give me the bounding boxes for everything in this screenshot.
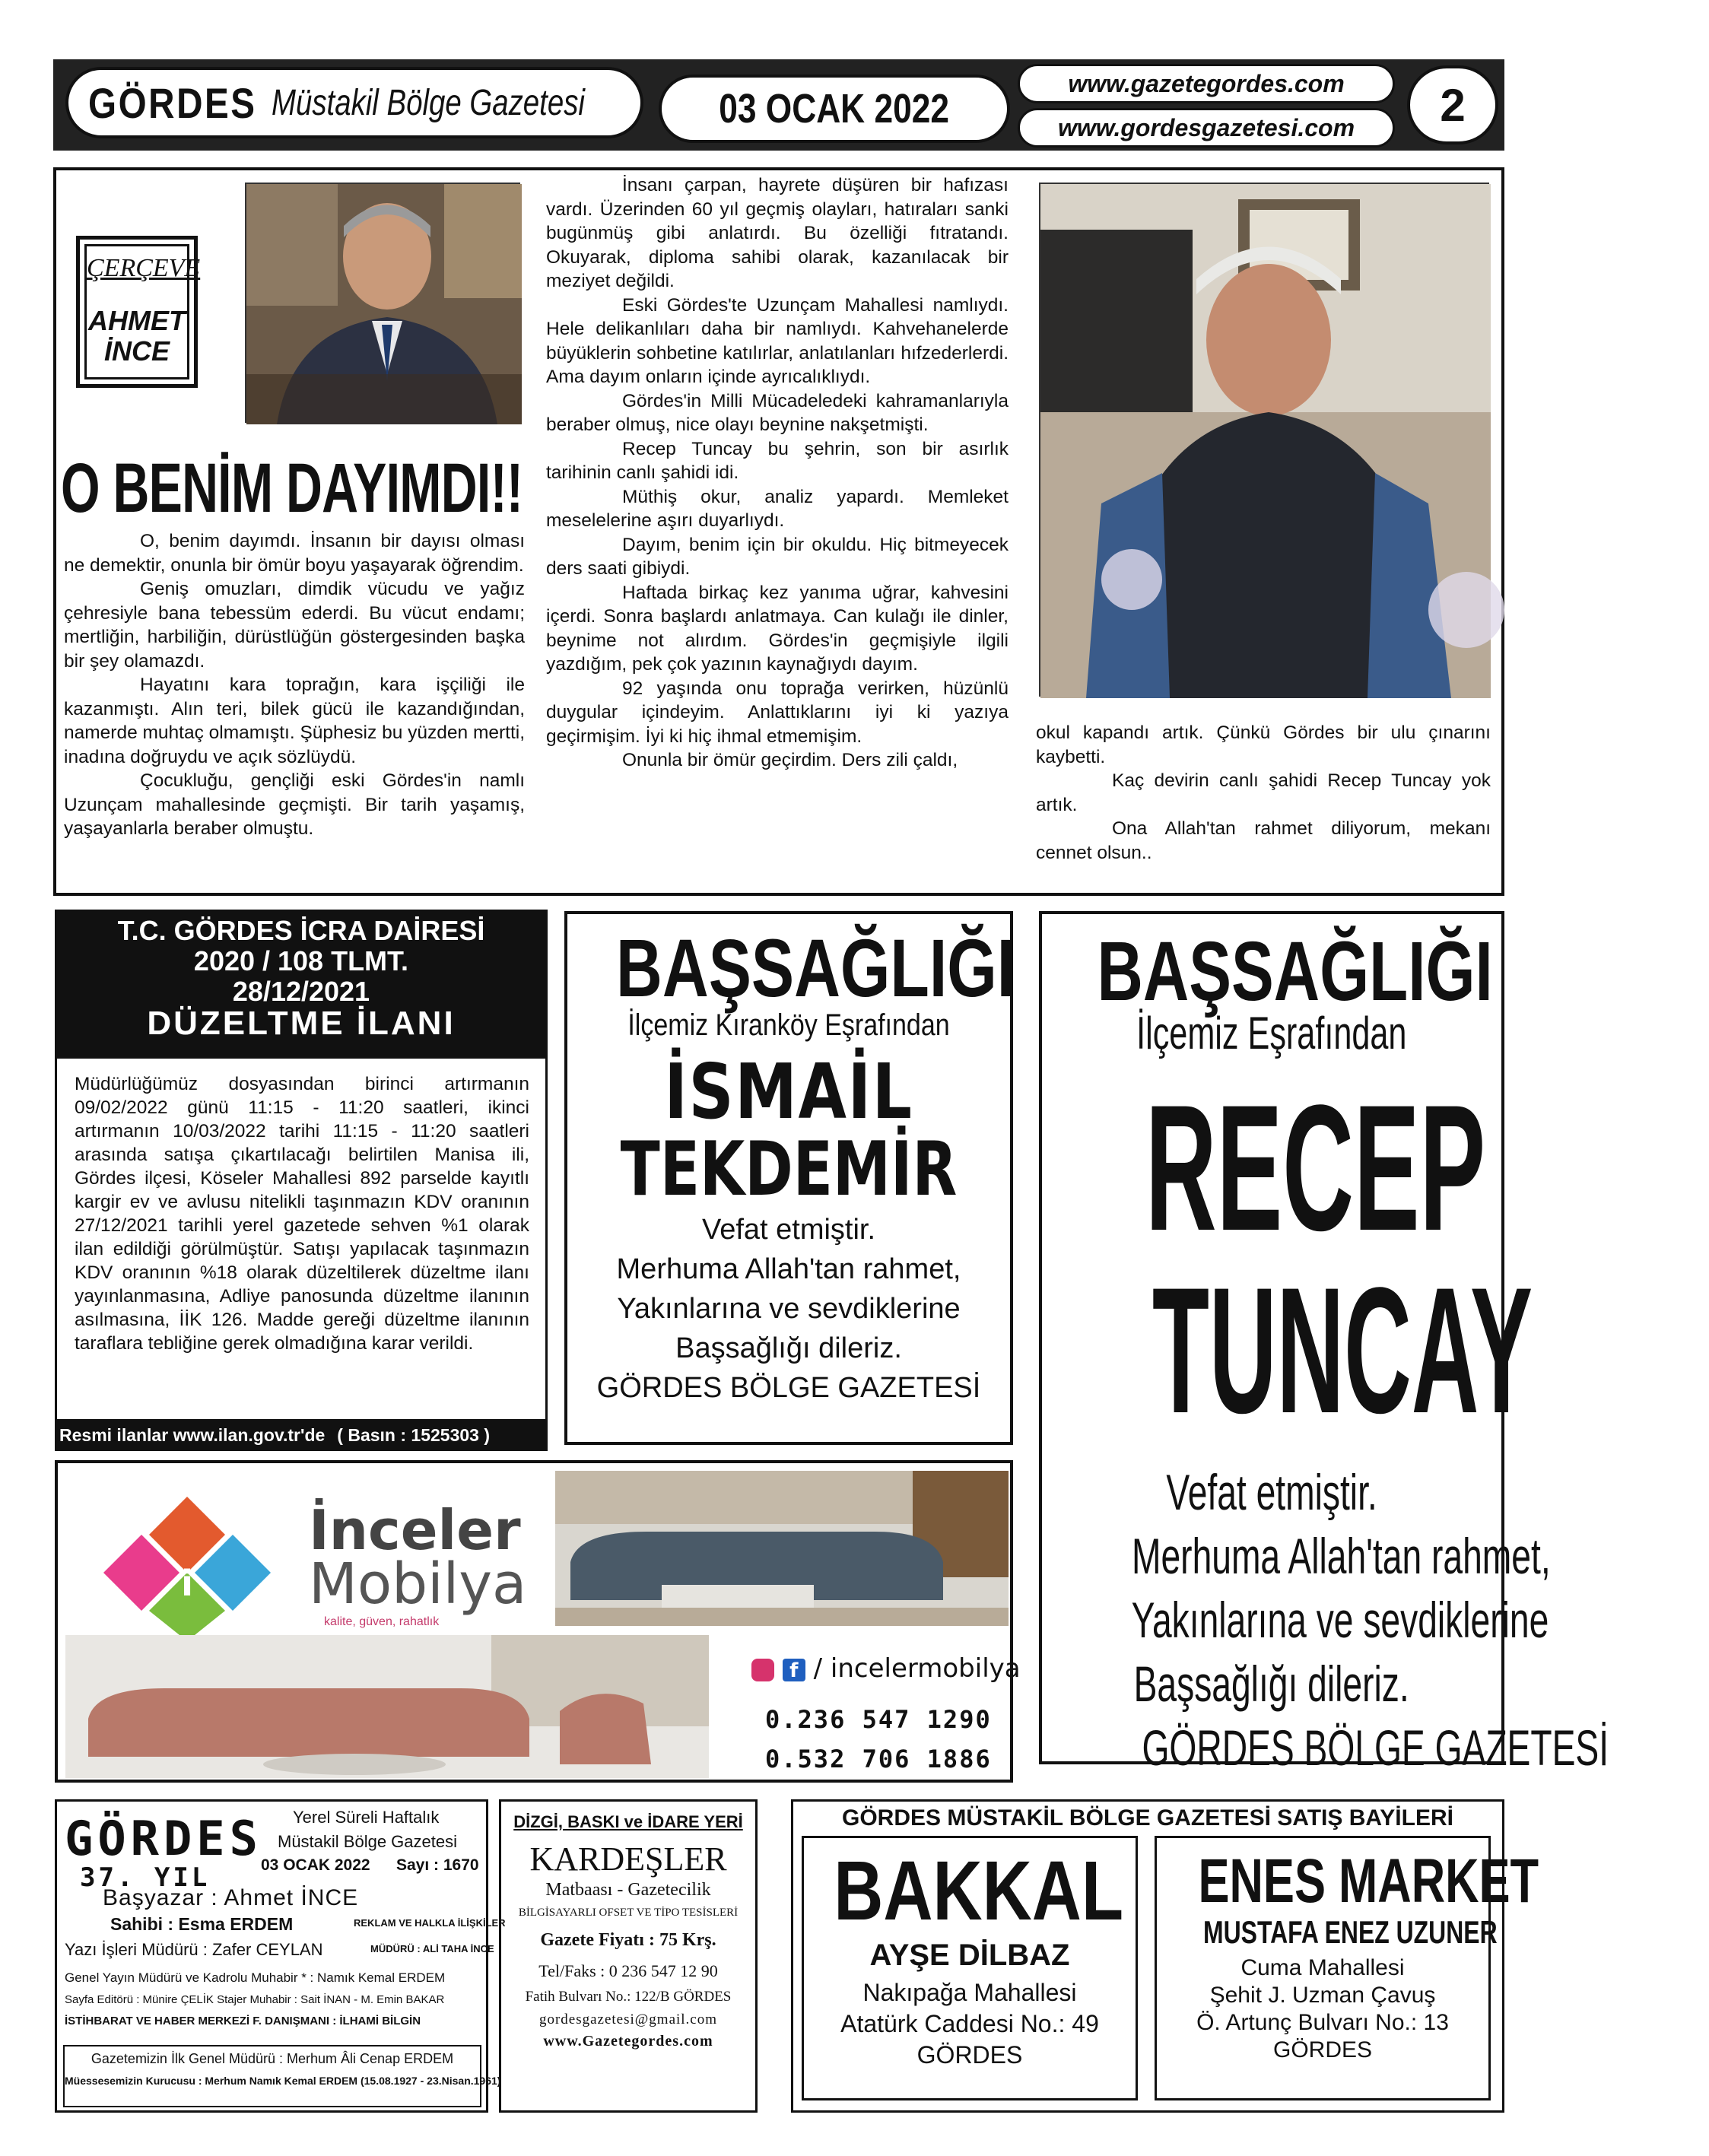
condolence-line: Merhuma Allah'tan rahmet, [616, 1253, 961, 1285]
paragraph: Haftada birkaç kez yanıma uğrar, kahvesini içerdi. Sonra başlardı anlatmaya. Can kulağı ile dinler, beynime not alırdım. Gördes'in geçmişiyle ilgili yazdığım, pek çok yazının kaynağıydı dayım. [546, 582, 1009, 675]
condolence-signature: GÖRDES BÖLGE GAZETESİ [596, 1372, 981, 1404]
imprint-intel: İSTİHBARAT VE HABER MERKEZİ F. DANIŞMANI : İLHAMİ BİLGİN [65, 2015, 421, 2027]
printing-sub-2: BİLGİSAYARLI OFSET VE TİPO TESİSLERİ [518, 1907, 739, 1919]
masthead-date-box [659, 75, 1010, 143]
condolence-name-first: İSMAİL [664, 1047, 913, 1136]
article-column-3 [1036, 721, 1491, 888]
imprint-gym: Genel Yayın Müdürü ve Kadrolu Muhabir * : Namık Kemal ERDEM [65, 1970, 446, 1985]
masthead-web1-box [1018, 64, 1395, 103]
dealer-bakkal [802, 1836, 1138, 2100]
printing-house-box [499, 1799, 758, 2113]
legal-notice-office: T.C. GÖRDES İCRA DAİRESİ [117, 915, 485, 946]
imprint-owner: Sahibi : Esma ERDEM [110, 1914, 294, 1934]
paragraph: Ona Allah'tan rahmet diliyorum, mekanı cennet olsun.. [1036, 818, 1491, 863]
paragraph: O, benim dayımdı. İnsanın bir dayısı olması ne demektir, onunla bir ömür boyu yaşayarak öğrendim. [64, 531, 525, 576]
svg-text:i: i [181, 1563, 193, 1604]
page-number: 2 [1440, 79, 1466, 131]
paragraph: Çocukluğu, gençliği eski Gördes'in namlı Uzunçam mahallesinde geçmişti. Bir tarih yaşamış, yaşayanlarla beraber olmuştu. [64, 770, 525, 839]
imprint-chief: Başyazar : Ahmet İNCE [103, 1885, 359, 1910]
article-headline [61, 449, 532, 532]
condolence-signature: GÖRDES BÖLGE GAZETESİ [1142, 1719, 1609, 1776]
condolence-ad-tekdemir [564, 911, 1013, 1445]
dealer-address: Nakıpağa Mahallesi [862, 1979, 1077, 2006]
dealer-address: Atatürk Caddesi No.: 49 [840, 2010, 1099, 2037]
masthead-title-box [65, 67, 643, 138]
dealer-owner: MUSTAFA ENEZ UZUNER [1203, 1914, 1498, 1950]
condolence-line: Vefat etmiştir. [701, 1214, 876, 1246]
masthead-web2[interactable]: www.gordesgazetesi.com [1057, 113, 1355, 141]
paragraph: Hayatını kara toprağın, kara işçiliği ile kazanmıştı. Alın teri, bilek gücü ile kazandığından, namerde muhtaç olmamıştı. Şüphesiz bu yüzden mertti, inadına doğruydu ve açık sözlüydü. [64, 675, 525, 767]
author-photo [245, 183, 520, 423]
instagram-icon [751, 1659, 774, 1681]
dealer-address: Ö. Artunç Bulvarı No.: 13 [1196, 2010, 1449, 2035]
imprint-issue: Sayı : 1670 [396, 1856, 479, 1874]
legal-notice-title: DÜZELTME İLANI [147, 1005, 456, 1042]
condolence-intro: İlçemiz Eşrafından [1136, 1008, 1407, 1059]
dealer-owner: AYŞE DİLBAZ [869, 1938, 1070, 1972]
legal-notice-date: 28/12/2021 [232, 976, 370, 1007]
imprint-page-editor: Sayfa Editörü : Münire ÇELİK Stajer Muhabir : Sait İNAN - M. Emin BAKAR [65, 1993, 445, 2006]
legal-notice-file: 2020 / 108 TLMT. [193, 945, 409, 976]
condolence-line: Başsağlığı dileriz. [1133, 1656, 1410, 1712]
dealer-address: Cuma Mahallesi [1240, 1955, 1405, 1980]
deceased-photo [1039, 183, 1489, 697]
column-logo [76, 236, 201, 388]
dealer-name: ENES MARKET [1198, 1846, 1539, 1916]
condolence-line: Merhuma Allah'tan rahmet, [1131, 1528, 1551, 1584]
condolence-line: Vefat etmiştir. [1166, 1464, 1377, 1520]
imprint-first-gm: Gazetemizin İlk Genel Müdürü : Merhum Âli Cenap ERDEM [91, 2051, 454, 2066]
condolence-title: BAŞSAĞLIĞI [1097, 925, 1493, 1018]
paragraph: Onunla bir ömür geçirdim. Ders zili çaldı, [622, 750, 958, 770]
paragraph: Eski Gördes'te Uzunçam Mahallesi namlıydı. Hele delikanlıları daha bir namlıydı. Kahvehanelerde büyüklerin sohbetine katılırlar, anlatılanları hıfzederlerdi. Ama dayım onların içinde ayrıcalıklıydı. [546, 294, 1009, 387]
printing-title: DİZGİ, BASKI ve İDARE YERİ [513, 1812, 743, 1831]
condolence-name-first: RECEP [1145, 1068, 1486, 1269]
dealer-city: GÖRDES [916, 2041, 1023, 2069]
legal-notice-footer [55, 1419, 548, 1451]
paragraph: Recep Tuncay bu şehrin, son bir asırlık tarihinin canlı şahidi idi. [546, 438, 1009, 483]
condolence-ad-tuncay [1039, 911, 1609, 1776]
masthead-subtitle: Müstakil Bölge Gazetesi [271, 82, 585, 123]
dealer-address: Şehit J. Uzman Çavuş [1209, 1983, 1436, 2008]
imprint-date: 03 OCAK 2022 [261, 1856, 370, 1874]
masthead-web1[interactable]: www.gazetegordes.com [1068, 69, 1345, 97]
masthead-date: 03 OCAK 2022 [719, 86, 950, 132]
author-last-name: İNCE [103, 335, 170, 367]
printing-email[interactable]: gordesgazetesi@gmail.com [538, 2012, 718, 2027]
imprint-box [55, 1799, 506, 2113]
furniture-slogan: kalite, güven, rahatlık [324, 1615, 440, 1628]
page-number-box [1407, 65, 1498, 144]
imprint-pr: REKLAM VE HALKLA İLİŞKİLER [354, 1917, 506, 1929]
furniture-phone-2: 0.532 706 1886 [765, 1745, 992, 1773]
furniture-social[interactable] [751, 1653, 1021, 1684]
legal-notice-site[interactable]: Resmi ilanlar www.ilan.gov.tr'de [59, 1424, 326, 1445]
printing-name: KARDEŞLER [529, 1840, 727, 1878]
printing-sub-1: Matbaası - Gazetecilik [545, 1880, 711, 1900]
condolence-name-last: TEKDEMİR [620, 1126, 958, 1213]
paragraph: Gördes'in Milli Mücadeledeki kahramanlarıyla beraber olmuş, nice olayı beynine nakşetmişti. [546, 390, 1009, 435]
headline-text: O BENİM DAYIMDI!! [61, 449, 523, 527]
imprint-year: 37. YIL [80, 1862, 211, 1893]
furniture-brand-2: Mobilya [309, 1551, 527, 1617]
condolence-line: Yakınlarına ve sevdiklerine [1131, 1592, 1549, 1648]
furniture-photo-bottom [65, 1635, 709, 1778]
imprint-founders-box [63, 2045, 501, 2107]
printing-web[interactable]: www.Gazetegordes.com [543, 2033, 713, 2050]
paragraph: Geniş omuzları, dimdik vücudu ve yağız çehresiyle bana tebessüm ederdi. Bu vücut endamı; mertliğin, harbiliğin, dürüstlüğün göstergesinden başka bir şey olamazdı. [64, 579, 525, 672]
furniture-phone-1: 0.236 547 1290 [765, 1705, 992, 1734]
imprint-type-2: Müstakil Bölge Gazetesi [278, 1832, 457, 1851]
paragraph: 92 yaşında onu toprağa verirken, hüzünlü duygular içindeyim. Anlattıklarını iyi ki yazıya geçirmişim. İyi ki hiç ihmal etmemişim. [546, 678, 1009, 747]
imprint-type-1: Yerel Süreli Haftalık [293, 1808, 440, 1827]
dealer-enes-market [1155, 1836, 1539, 2100]
condolence-title: BAŞSAĞLIĞI [616, 922, 1015, 1014]
condolence-line: Başsağlığı dileriz. [675, 1332, 902, 1364]
printing-price: Gazete Fiyatı : 75 Krş. [540, 1930, 716, 1950]
imprint-brand: GÖRDES [65, 1811, 262, 1866]
masthead-web2-box [1018, 108, 1395, 148]
article-column-1 [64, 529, 525, 887]
dealer-name: BAKKAL [834, 1844, 1124, 1938]
furniture-social-handle: / incelermobilya [813, 1653, 1021, 1684]
paragraph: Dayım, benim için bir okuldu. Hiç bitmeyecek ders saati gibiydi. [546, 534, 1009, 579]
condolence-line: Yakınlarına ve sevdiklerine [617, 1293, 961, 1325]
furniture-brand-1: İnceler [309, 1498, 521, 1562]
facebook-icon: f [783, 1659, 805, 1681]
masthead-brand: GÖRDES [88, 78, 257, 127]
dealers-title: GÖRDES MÜSTAKİL BÖLGE GAZETESİ SATIŞ BAYİLERİ [842, 1805, 1453, 1831]
condolence-name-last: TUNCAY [1152, 1250, 1533, 1451]
printing-phone: Tel/Faks : 0 236 547 12 90 [538, 1961, 718, 1980]
column-title: ÇERÇEVE [87, 254, 201, 282]
imprint-founder: Müessesemizin Kurucusu : Merhum Namık Kemal ERDEM (15.08.1927 - 23.Nisan.1961) [65, 2075, 501, 2087]
legal-notice-press-no: ( Basın : 1525303 ) [337, 1424, 490, 1445]
furniture-photo-top [555, 1471, 1009, 1626]
paragraph: İnsanı çarpan, hayrete düşüren bir hafızası vardı. Üzerinden 60 yıl geçmiş olayları, hatıraları sanki bugünmüş gibi anlatırdı. Bu özelliği fıtratandı. Okuyarak, diploma sahibi olarak, kazanılacak bir meziyet değildi. [546, 175, 1009, 291]
paragraph: okul kapandı artık. Çünkü Gördes bir ulu çınarını kaybetti. [1036, 722, 1491, 767]
paragraph: Kaç devirin canlı şahidi Recep Tuncay yok artık. [1036, 770, 1491, 815]
furniture-ad [55, 1460, 1021, 1783]
legal-notice-text: Müdürlüğümüz dosyasından birinci artırmanın 09/02/2022 günü 11:15 - 11:20 saatleri, ikinci artırmanın 10/03/2022 tarihi 11:15 - 11:20 saatleri arasında satışa çıkartılacağı belirtilen Manisa ili, Gördes ilçesi, Köseler Mahallesi 892 parselde kayıtlı kargir ev ve avlusu nitelikli taşınmazın KDV oranının 27/12/2021 tarihli yerel gazetede sehven %1 olarak ilan edildiği görülmüştür. Satışı yapılacak taşınmazın KDV oranının %18 olarak düzeltilerek düzeltme ilanı yayınlanmasına, Adliye panosunda düzeltme ilanının asılmasına, İİK 126. Madde gereği düzeltme ilanının taraflara tebliğine gerek olmadığına karar verildi. [75, 1074, 529, 1354]
dealer-city: GÖRDES [1272, 2037, 1373, 2062]
article-column-2 [546, 173, 1009, 888]
paragraph: Müthiş okur, analiz yapardı. Memleket meselelerine aşırı duyarlıydı. [546, 486, 1009, 531]
legal-notice-header [55, 910, 548, 1059]
imprint-editor: Yazı İşleri Müdürü : Zafer CEYLAN [65, 1940, 323, 1959]
condolence-intro: İlçemiz Kıranköy Eşrafından [627, 1008, 950, 1042]
furniture-logo-icon [65, 1489, 309, 1641]
printing-address: Fatih Bulvarı No.: 122/B GÖRDES [525, 1989, 732, 2005]
imprint-pr-manager: MÜDÜRÜ : ALİ TAHA İNCE [370, 1943, 494, 1954]
author-first-name: AHMET [88, 305, 186, 336]
